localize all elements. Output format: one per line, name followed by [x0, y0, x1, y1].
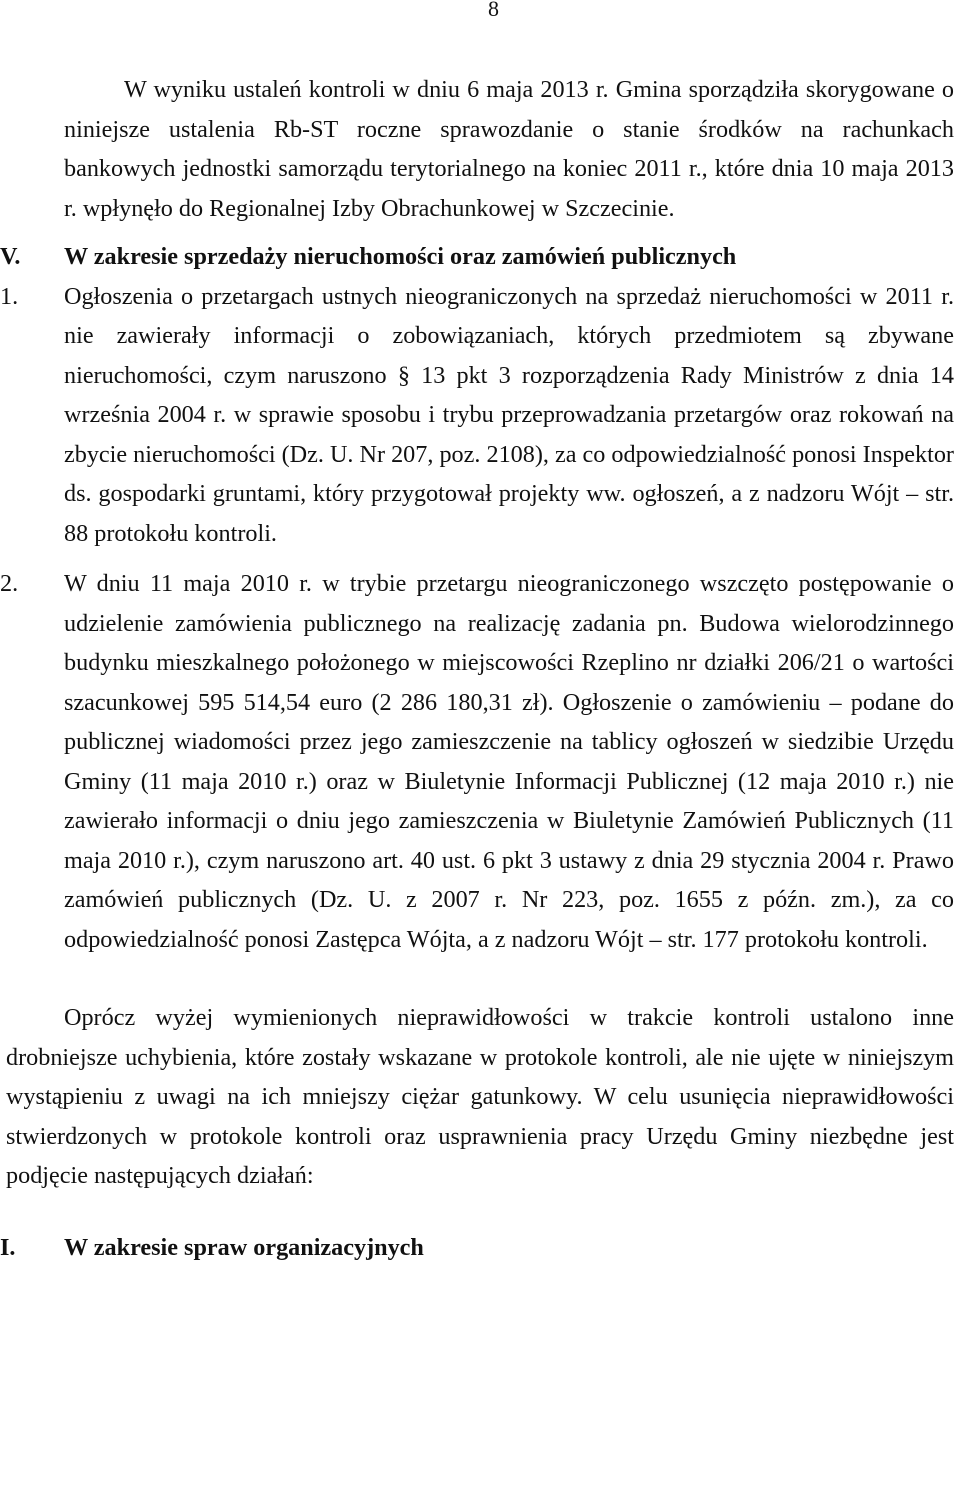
list-item-number: 1. — [0, 282, 19, 310]
section-heading-v — [0, 237, 960, 277]
paragraph-rb-st-report: W wyniku ustaleń kontroli w dniu 6 maja 2013 r. Gmina sporządziła skorygowane o niniejsze ustalenia Rb-ST roczne sprawozdanie o stanie środków na rachunkach bankowych jednostki samorządu terytorialnego na koniec 2011 r., które dnia 10 maja 2013 r. wpłynęło do Regionalnej Izby Obrachunkowej w Szczecinie. — [64, 76, 954, 222]
list-item-2 — [0, 564, 960, 959]
page-number: 8 — [488, 0, 499, 21]
list-item-1 — [0, 277, 960, 554]
list-item-text: W dniu 11 maja 2010 r. w trybie przetargu nieograniczonego wszczęto postępowanie o udzielenie zamówienia publicznego na realizację zadania pn. Budowa wielorodzinnego budynku mieszkalnego położonego w miejscowości Rzeplino nr działki 206/21 o wartości szacunkowej 595 514,54 euro (2 286 180,31 zł). Ogłoszenie o zamówieniu – podane do publicznej wiadomości przez jego zamieszczenie na tablicy ogłoszeń w siedzibie Urzędu Gminy (11 maja 2010 r.) oraz w Biuletynie Informacji Publicznej (12 maja 2010 r.) nie zawierało informacji o dniu jego zamieszczenia w Biuletynie Zamówień Publicznych (11 maja 2010 r.), czym naruszono art. 40 ust. 6 pkt 3 ustawy z dnia 29 stycznia 2004 r. Prawo zamówień publicznych (Dz. U. z 2007 r. Nr 223, poz. 1655 z późn. zm.), za co odpowiedzialność ponosi Zastępca Wójta, a z nadzoru Wójt – str. 177 protokołu kontroli. — [64, 570, 954, 953]
paragraph-other-irregularities: Oprócz wyżej wymienionych nieprawidłowości w trakcie kontroli ustalono inne drobniejsze uchybienia, które zostały wskazane w protokole kontroli, ale nie ujęte w niniejszym wystąpieniu z uwagi na ich mniejszy ciężar gatunkowy. W celu usunięcia nieprawidłowości stwierdzonych w protokole kontroli oraz usprawnienia pracy Urzędu Gminy niezbędne jest podjęcie następujących działań: — [6, 1004, 954, 1189]
section-number: V. — [0, 243, 21, 270]
section-heading-i — [0, 1228, 960, 1268]
list-item-text: Ogłoszenia o przetargach ustnych nieograniczonych na sprzedaż nieruchomości w 2011 r. nie zawierały informacji o zobowiązaniach, których przedmiotem są zbywane nieruchomości, czym naruszono § 13 pkt 3 rozporządzenia Rady Ministrów z dnia 14 września 2004 r. w sprawie sposobu i trybu przeprowadzania przetargów oraz rokowań na zbycie nieruchomości (Dz. U. Nr 207, poz. 2108), za co odpowiedzialność ponosi Inspektor ds. gospodarki gruntami, który przygotował projekty ww. ogłoszeń, a z nadzoru Wójt – str. 88 protokołu kontroli. — [64, 282, 954, 547]
list-item-number: 2. — [0, 570, 19, 597]
section-title: W zakresie spraw organizacyjnych — [64, 1233, 424, 1261]
section-title: W zakresie sprzedaży nieruchomości oraz zamówień publicznych — [64, 243, 737, 270]
section-number: I. — [0, 1233, 16, 1261]
document-body — [0, 70, 960, 1267]
